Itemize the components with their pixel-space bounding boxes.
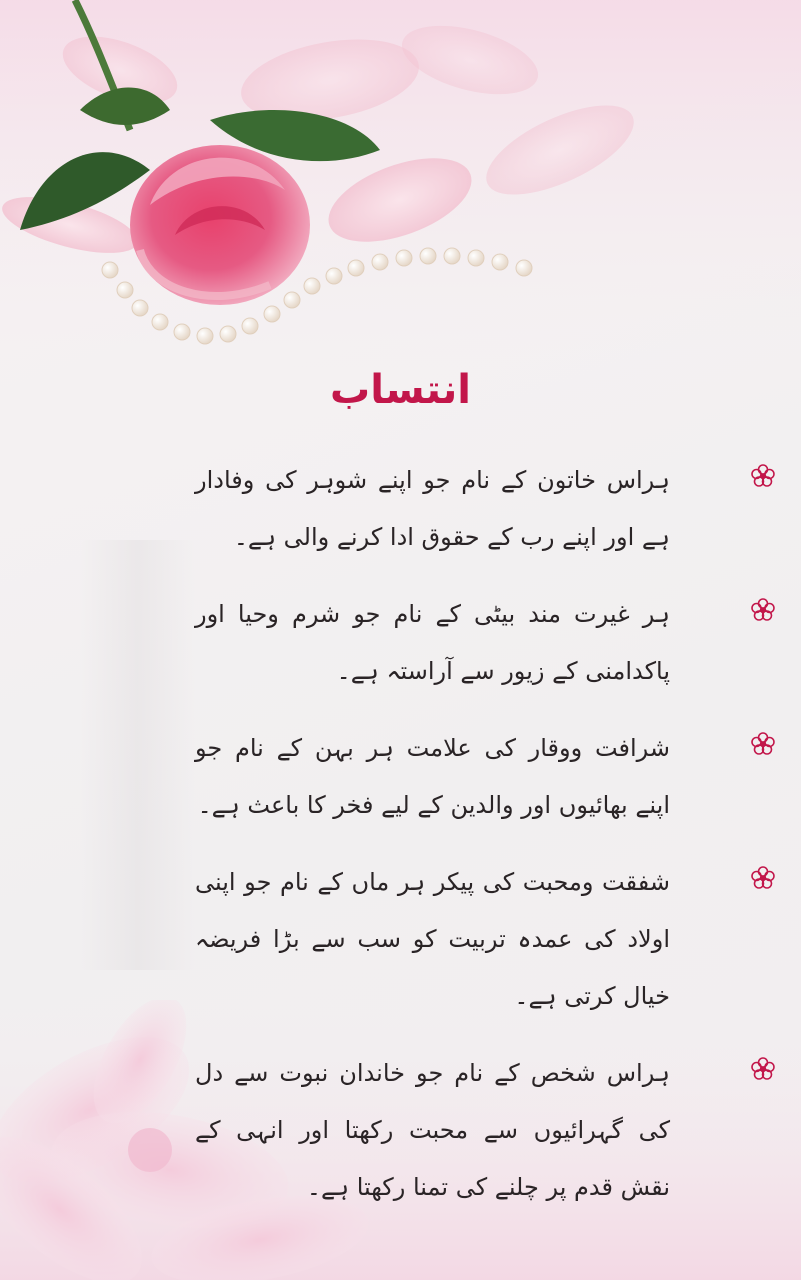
- page-title: انتساب: [330, 367, 471, 413]
- list-item: [195, 720, 740, 834]
- dedication-text: شفقت ومحبت کی پیکر ہر ماں کے نام جو اپنی اولاد کی عمدہ تربیت کو سب سے بڑا فریضہ خیال کرتی ہے۔: [195, 868, 670, 1010]
- flower-icon: [750, 1056, 776, 1082]
- dedication-text: شرافت ووقار کی علامت ہر بہن کے نام جو اپنے بھائیوں اور والدین کے لیے فخر کا باعث ہے۔: [195, 734, 670, 819]
- faint-ornament-panel: [80, 540, 195, 970]
- list-item: [195, 452, 740, 566]
- list-item: [195, 1045, 740, 1216]
- list-item: [195, 854, 740, 1025]
- list-item: [195, 586, 740, 700]
- flower-icon: [750, 597, 776, 623]
- dedication-text: ہراس خاتون کے نام جو اپنے شوہر کی وفادار ہے اور اپنے رب کے حقوق ادا کرنے والی ہے۔: [195, 466, 670, 551]
- flower-icon: [750, 865, 776, 891]
- flower-icon: [750, 731, 776, 757]
- dedication-text: ہر غیرت مند بیٹی کے نام جو شرم وحیا اور پاکدامنی کے زیور سے آراستہ ہے۔: [195, 600, 670, 685]
- rose-illustration: [0, 0, 801, 370]
- flower-icon: [750, 463, 776, 489]
- dedication-text: ہراس شخص کے نام جو خاندان نبوت سے دل کی گہرائیوں سے محبت رکھتا اور انہی کے نقش قدم پر چلنے کی تمنا رکھتا ہے۔: [195, 1059, 670, 1201]
- dedication-list: [195, 452, 740, 1236]
